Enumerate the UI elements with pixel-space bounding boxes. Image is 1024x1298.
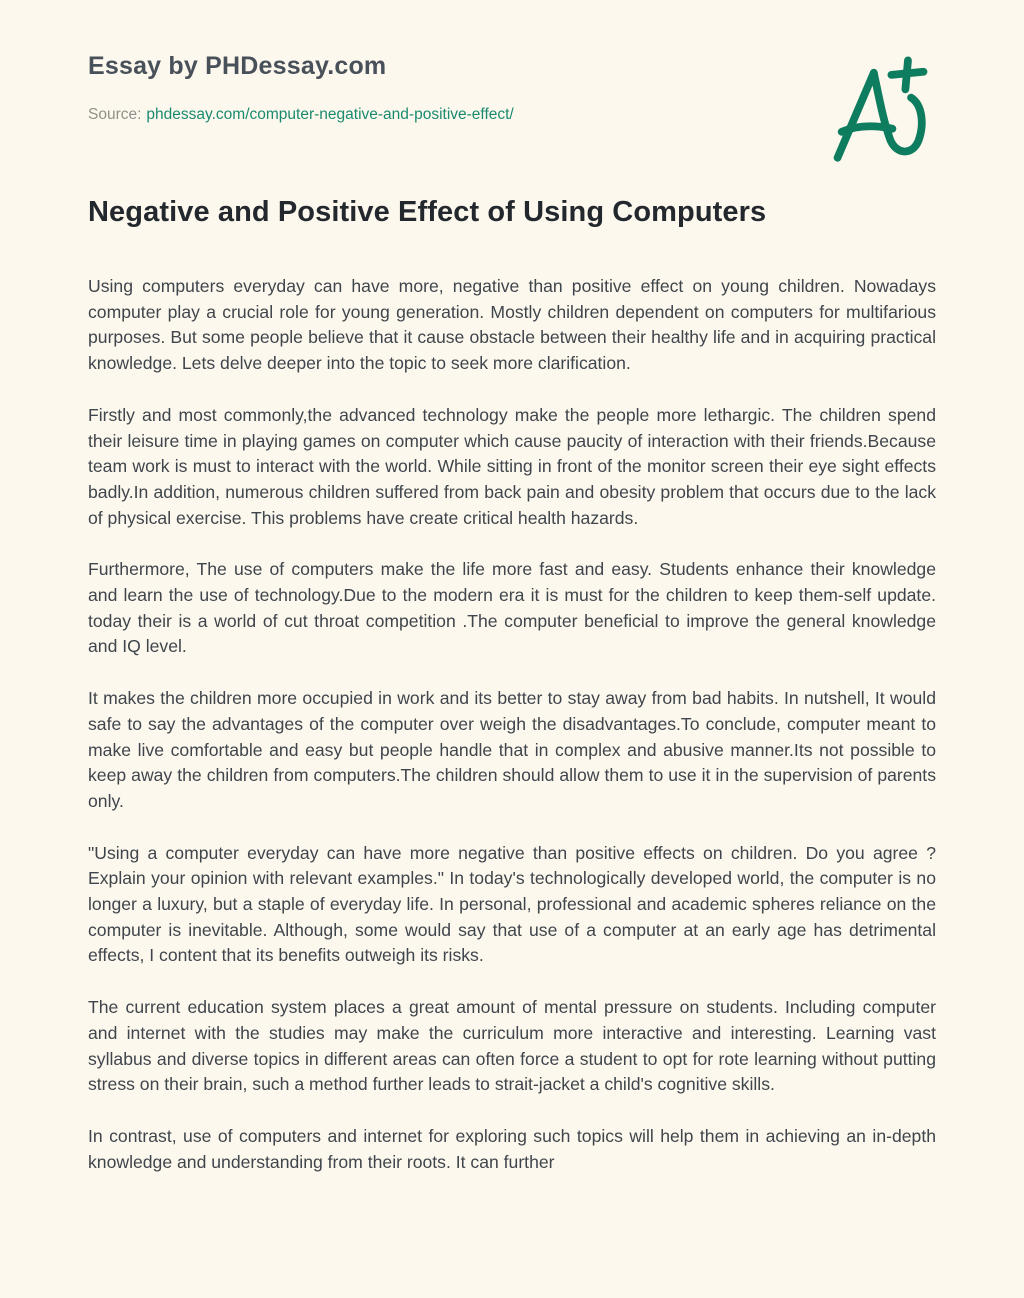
source-link[interactable]: phdessay.com/computer-negative-and-positive-effect/ — [146, 106, 514, 123]
essay-title: Negative and Positive Effect of Using Computers — [88, 196, 767, 228]
essay-paragraph-3: Furthermore, The use of computers make the life more fast and easy. Students enhance their knowledge and learn the use of technology.Due to the modern era it is must for the children to keep them-self update. today their is a world of cut throat competition .The computer beneficial to improve the general knowledge and IQ level. — [88, 559, 936, 657]
source-line — [88, 106, 936, 124]
essay-body — [88, 196, 936, 1175]
essay-paragraph-5: "Using a computer everyday can have more negative than positive effects on children. Do you agree ? Explain your opinion with relevant examples." In today's technologically developed world, the computer is no longer a luxury, but a staple of everyday life. In personal, professional and academic spheres reliance on the computer is inevitable. Although, some would say that use of a computer at an early age has detrimental effects, I content that its benefits outweigh its risks. — [88, 842, 936, 966]
page-title: Essay by PHDessay.com — [88, 52, 387, 80]
essay-paragraph-1: Using computers everyday can have more, negative than positive effect on young children. Nowadays computer play a crucial role for young generation. Mostly children dependent on computers for multifarious purposes. But some people believe that it cause obstacle between their healthy life and in acquiring practical knowledge. Lets delve deeper into the topic to seek more clarification. — [88, 276, 936, 374]
essay-paragraph-4: It makes the children more occupied in work and its better to stay away from bad habits. In nutshell, It would safe to say the advantages of the computer over weigh the disadvantages.To conclude, computer meant to make live comfortable and easy but people handle that in complex and abusive manner.Its not possible to keep away the children from computers.The children should allow them to use it in the supervision of parents only. — [88, 688, 936, 811]
essay-paragraph-6: The current education system places a great amount of mental pressure on students. Including computer and internet with the studies may make the curriculum more interactive and interesting. Learning vast syllabus and diverse topics in different areas can often force a student to opt for rote learning without putting stress on their brain, such a method further leads to strait-jacket a child's cognitive skills. — [88, 997, 936, 1095]
a-plus-logo-icon — [828, 50, 932, 166]
source-label: Source: — [88, 106, 142, 123]
essay-paragraph-7: In contrast, use of computers and internet for exploring such topics will help them in achieving an in-depth knowledge and understanding from their roots. It can further — [88, 1125, 936, 1172]
page-header — [88, 52, 936, 124]
essay-paragraph-2: Firstly and most commonly,the advanced technology make the people more lethargic. The children spend their leisure time in playing games on computer which cause paucity of interaction with their friends.Because team work is must to interact with the world. While sitting in front of the monitor screen their eye sight effects badly.In addition, numerous children suffered from back pain and obesity problem that occurs due to the lack of physical exercise. This problems have create critical health hazards. — [88, 404, 936, 528]
